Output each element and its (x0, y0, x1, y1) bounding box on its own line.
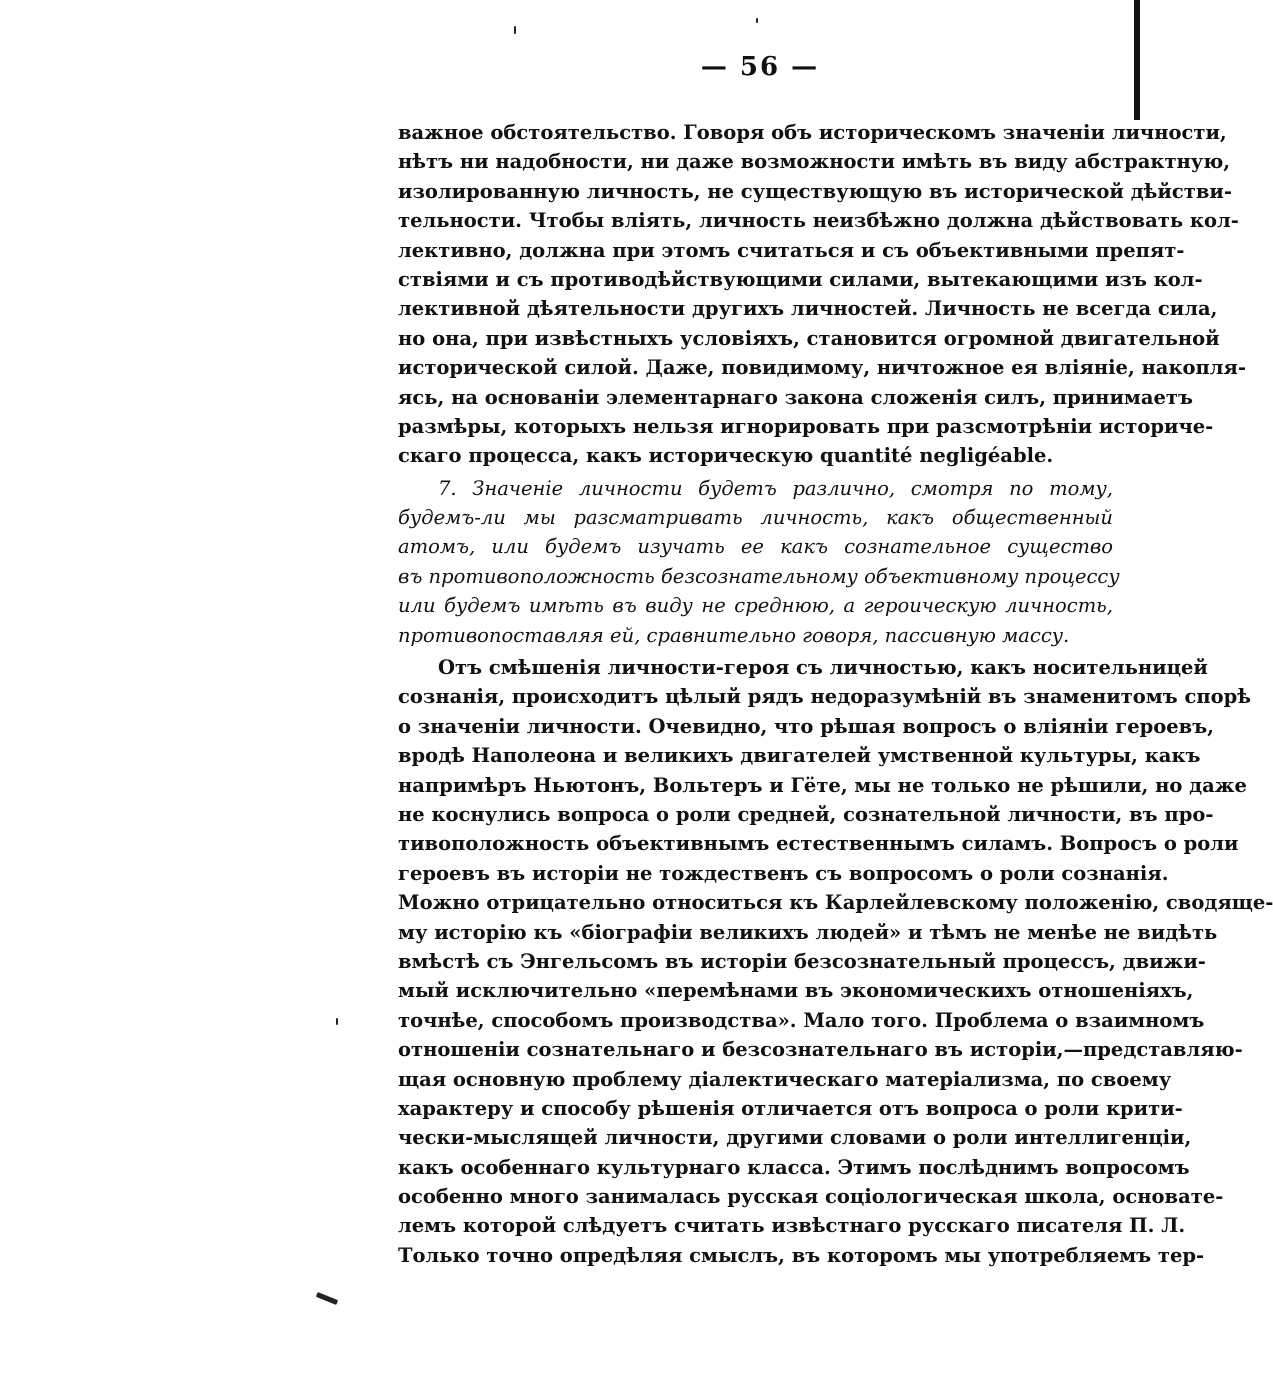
text-line: важное обстоятельство. Говоря объ историческомъ значенiи личности, (398, 121, 1227, 144)
text-line: лективной дѣятельности другихъ личностей. Личность не всегда сила, (398, 297, 1218, 321)
text-line: щая основную проблему дiалектическаго матерiализма, по своему (398, 1067, 1172, 1091)
text-line: размѣры, которыхъ нельзя игнорировать при разсмотрѣнiи историче- (398, 414, 1214, 438)
text-line: 7. Значенiе личности будетъ различно, смотря по тому, (438, 476, 1113, 500)
text-line: тельности. Чтобы влiять, личность неизбѣжно должна дѣйствовать кол- (398, 209, 1239, 233)
page-number: — 56 — (700, 52, 820, 82)
text-line: ясь, на основанiи элементарнаго закона сложенiя силъ, принимаетъ (398, 385, 1193, 409)
text-line: не коснулись вопроса о роли средней, сознательной личности, въ про- (398, 802, 1214, 826)
text-line: Только точно опредѣляя смыслъ, въ которомъ мы употребляемъ тер- (398, 1243, 1205, 1267)
scan-speck (514, 26, 516, 34)
text-line: исторической силой. Даже, повидимому, ничтожное ея влiянiе, накопля- (398, 356, 1247, 380)
text-line: лемъ которой слѣдуетъ считать извѣстнаго русскаго писателя П. Л. (398, 1214, 1186, 1238)
text-line: особенно много занималась русская соцiологическая школа, основате- (398, 1185, 1224, 1209)
text-line: напримѣръ Ньютонъ, Вольтеръ и Гёте, мы не только не рѣшили, но даже (398, 773, 1247, 797)
text-line: атомъ, или будемъ изучать ее какъ сознательное существо (398, 535, 1113, 559)
body-text (398, 118, 1273, 1270)
paragraph-3 (398, 653, 1273, 1270)
text-line: но она, при извѣстныхъ условiяхъ, становится огромной двигательной (398, 326, 1220, 350)
text-line: или будемъ имѣть въ виду не среднюю, а героическую личность, (398, 594, 1113, 618)
text-line: тивоположность объективнымъ естественнымъ силамъ. Вопросъ о роли (398, 832, 1239, 856)
paragraph-1 (398, 118, 1247, 471)
text-line: характеру и способу рѣшенiя отличается отъ вопроса о роли крити- (398, 1096, 1183, 1120)
text-line: скаго процесса, какъ историческую quantité negligéable. (398, 444, 1054, 468)
text-line: героевъ въ исторiи не тождественъ съ вопросомъ о роли сознанiя. (398, 861, 1169, 885)
page-edge-shadow (1134, 0, 1140, 120)
text-line: вродѣ Наполеона и великихъ двигателей умственной культуры, какъ (398, 744, 1201, 768)
scan-speck (316, 1292, 338, 1305)
text-line: Отъ смѣшенiя личности-героя съ личностью, какъ носительницей (438, 656, 1208, 680)
text-line: нѣтъ ни надобности, ни даже возможности имѣть въ виду абстрактную, (398, 150, 1231, 174)
scan-speck (756, 18, 758, 23)
text-line: въ противоположность безсознательному объективному процессу (398, 564, 1120, 588)
text-line: вмѣстѣ съ Энгельсомъ въ исторiи безсознательный процессъ, движи- (398, 949, 1206, 973)
text-line: будемъ-ли мы разсматривать личность, какъ общественный (398, 506, 1113, 530)
text-line: Можно отрицательно относиться къ Карлейлевскому положенiю, сводяще- (398, 891, 1273, 915)
text-line: о значенiи личности. Очевидно, что рѣшая вопросъ о влiянiи героевъ, (398, 714, 1214, 738)
text-line: противопоставляя ей, сравнительно говоря, пассивную массу. (398, 623, 1070, 647)
text-line: какъ особеннаго культурнаго класса. Этимъ послѣднимъ вопросомъ (398, 1155, 1190, 1179)
scan-speck (336, 1018, 338, 1025)
text-line: мый исключительно «перемѣнами въ экономическихъ отношенiяхъ, (398, 979, 1194, 1003)
text-line: изолированную личность, не существующую въ исторической дѣйстви- (398, 179, 1232, 203)
text-line: сознанiя, происходитъ цѣлый рядъ недоразумѣнiй въ знаменитомъ спорѣ (398, 685, 1251, 709)
text-line: му исторiю къ «бiографiи великихъ людей» и тѣмъ не менѣе не видѣть (398, 920, 1218, 944)
text-line: лективно, должна при этомъ считаться и съ объективными препят- (398, 238, 1185, 262)
paragraph-2-thesis (398, 474, 1120, 650)
text-line: ствiями и съ противодѣйствующими силами, вытекающими изъ кол- (398, 267, 1203, 291)
text-line: отношенiи сознательнаго и безсознательнаго въ исторiи,—представляю- (398, 1038, 1243, 1062)
text-line: точнѣе, способомъ производства». Мало того. Проблема о взаимномъ (398, 1008, 1205, 1032)
text-line: чески-мыслящей личности, другими словами о роли интеллигенцiи, (398, 1126, 1192, 1150)
